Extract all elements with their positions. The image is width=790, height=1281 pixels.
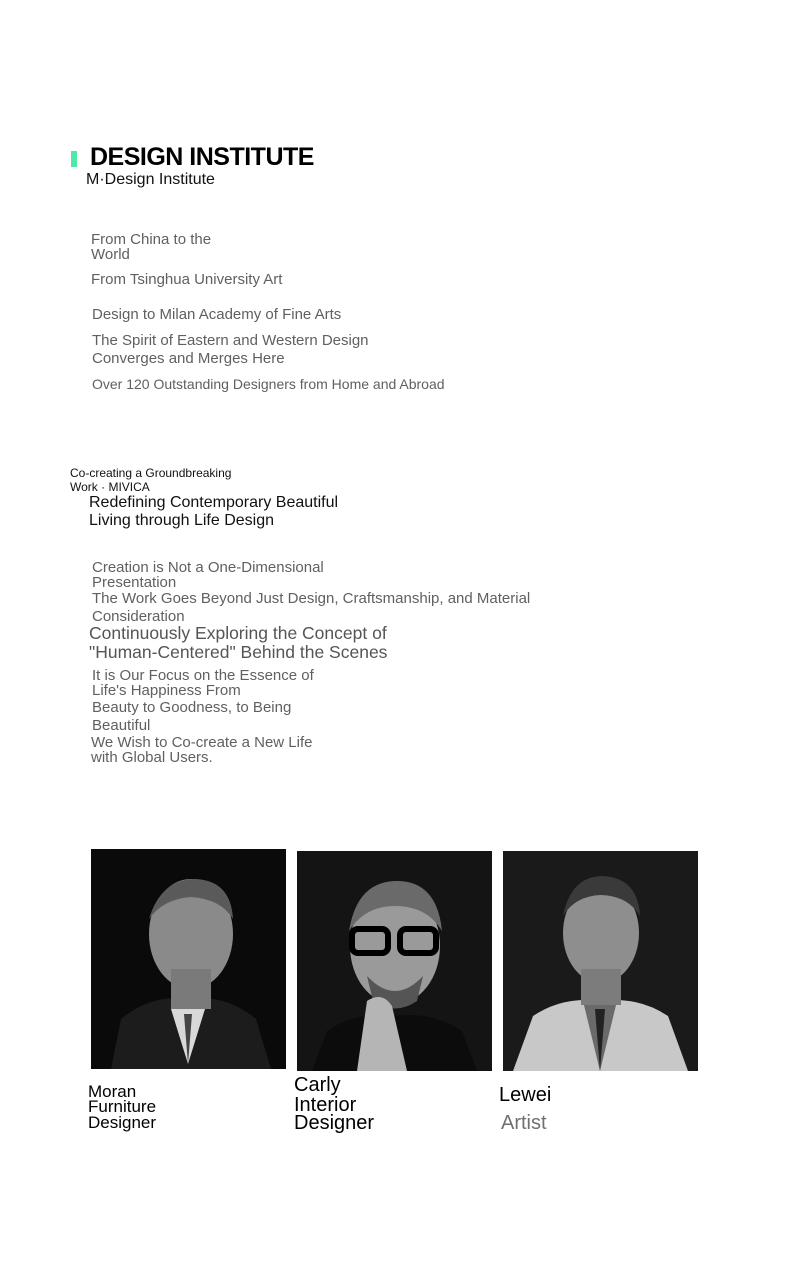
mission-paragraph-5: Beauty to Goodness, to Being Beautiful bbox=[92, 699, 292, 734]
designer-photo-carly bbox=[297, 851, 492, 1071]
intro-line-4: The Spirit of Eastern and Western Design Converges and Merges Here bbox=[92, 332, 369, 367]
mission-paragraph-3: Continuously Exploring the Concept of "Human-Centered" Behind the Scenes bbox=[89, 623, 388, 662]
mission-paragraph-1: Creation is Not a One-Dimensional Presentation bbox=[92, 559, 324, 591]
intro-line-5: Over 120 Outstanding Designers from Home and Abroad bbox=[92, 376, 445, 392]
designer-photo-lewei bbox=[503, 851, 698, 1071]
mission-paragraph-6: We Wish to Co-create a New Life with Global Users. bbox=[91, 734, 313, 766]
designer-role-lewei: Artist bbox=[501, 1112, 547, 1134]
intro-line-3: Design to Milan Academy of Fine Arts bbox=[92, 306, 342, 323]
accent-bar bbox=[71, 151, 77, 167]
designer-name-carly: Carly bbox=[294, 1074, 341, 1096]
page-subtitle: M·Design Institute bbox=[86, 171, 215, 188]
designer-name-lewei: Lewei bbox=[499, 1084, 552, 1106]
intro-line-1: From China to the World bbox=[91, 231, 212, 263]
designer-photo-moran bbox=[91, 849, 286, 1069]
designer-name-moran: Moran bbox=[88, 1082, 137, 1101]
designer-role-carly: Interior Designer bbox=[294, 1094, 375, 1134]
intro-line-2: From Tsinghua University Art bbox=[91, 271, 283, 288]
mission-paragraph-2: The Work Goes Beyond Just Design, Craftsmanship, and Material Consideration bbox=[92, 590, 531, 625]
mission-kicker: Co-creating a Groundbreaking Work · MIVICA bbox=[70, 466, 232, 494]
mission-paragraph-4: It is Our Focus on the Essence of Life's Happiness From bbox=[92, 667, 314, 699]
page-title: DESIGN INSTITUTE bbox=[90, 143, 314, 171]
mission-headline: Redefining Contemporary Beautiful Living through Life Design bbox=[89, 494, 339, 529]
designer-role-moran: Furniture Designer bbox=[88, 1097, 157, 1132]
